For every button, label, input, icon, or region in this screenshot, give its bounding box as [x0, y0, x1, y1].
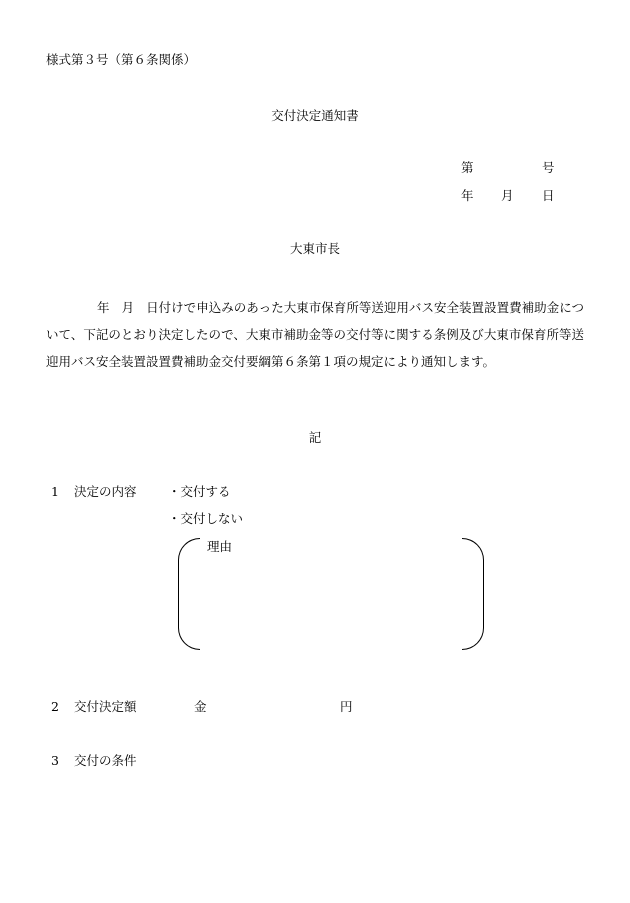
document-title: 交付決定通知書: [271, 108, 359, 123]
body-year: 年: [97, 300, 110, 315]
date-year: 年: [461, 188, 474, 203]
item1-label: 決定の内容: [74, 484, 137, 499]
ki-heading: 記: [308, 430, 322, 445]
form-id: 様式第３号（第６条関係）: [46, 52, 197, 67]
item1-number: 1: [51, 484, 59, 499]
reason-bracket-left: [178, 538, 200, 650]
date-day: 日: [542, 188, 555, 203]
doc-number-go: 号: [542, 160, 555, 175]
item3-label: 交付の条件: [74, 753, 137, 768]
reason-bracket-right: [462, 538, 484, 650]
reason-label: 理由: [207, 539, 233, 554]
option-no-grant: ・交付しない: [168, 511, 244, 526]
option-grant: ・交付する: [168, 484, 231, 499]
amount-kin: 金: [194, 699, 207, 714]
notice-body: [46, 294, 584, 375]
body-month: 月: [121, 300, 135, 315]
body-text: 日付けで申込みのあった大東市保育所等送迎用バス安全装置設置費補助金について、下記のとおり決定したので、大東市補助金等の交付等に関する条例及び大東市保育所等送迎用バス安全装置設置費補助金交付要綱第６条第１項の規定により通知します。: [46, 300, 584, 369]
item2-number: 2: [51, 699, 59, 714]
addressee: 大東市長: [289, 241, 340, 256]
date-month: 月: [501, 188, 514, 203]
doc-number-dai: 第: [461, 160, 474, 175]
item3-number: 3: [51, 753, 59, 768]
item2-label: 交付決定額: [74, 699, 137, 714]
amount-yen: 円: [340, 699, 353, 714]
